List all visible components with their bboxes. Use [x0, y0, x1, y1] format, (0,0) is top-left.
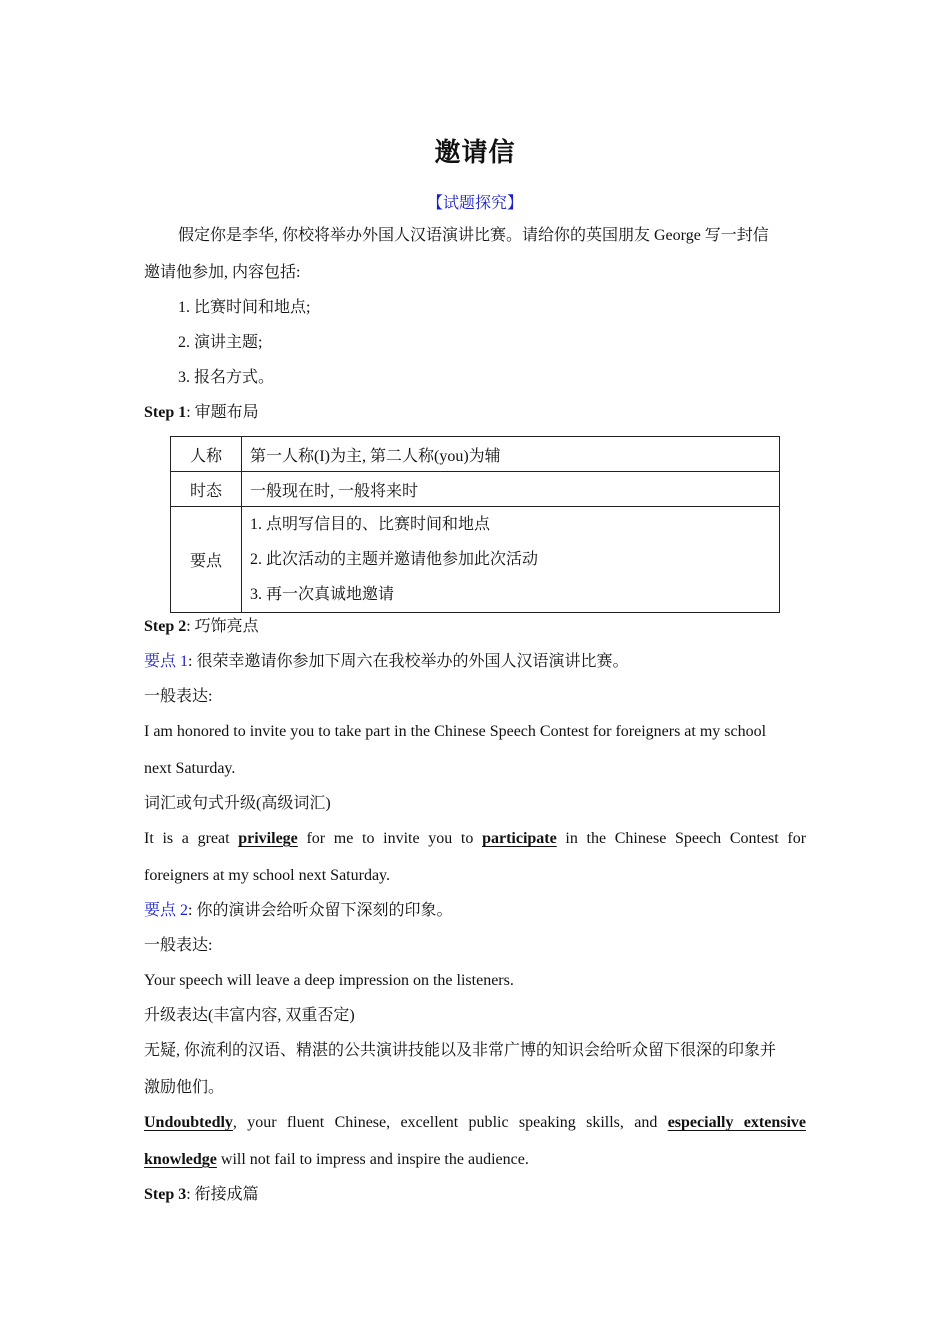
point2-text: : 你的演讲会给听众留下深刻的印象。	[188, 902, 453, 919]
point1-text: : 很荣幸邀请你参加下周六在我校举办的外国人汉语演讲比赛。	[188, 653, 629, 670]
requirement-item: 1. 比赛时间和地点;	[178, 299, 311, 316]
upgrade-text: It is a great	[144, 830, 230, 847]
step3-text: : 衔接成篇	[186, 1186, 259, 1203]
highlight-word: privilege	[238, 830, 298, 847]
point2-heading	[144, 900, 806, 922]
highlight-word: knowledge	[144, 1151, 217, 1168]
point1-general-line-2: next Saturday.	[144, 760, 236, 777]
point2-chinese-line-1: 无疑, 你流利的汉语、精湛的公共演讲技能以及非常广博的知识会给听众留下很深的印象并	[144, 1042, 777, 1059]
point1-general-line-1: I am honored to invite you to take part in the Chinese Speech Contest for foreigners at my school	[144, 723, 767, 740]
step3-heading	[144, 1184, 806, 1206]
upgrade-text: , your fluent Chinese, excellent public speaking skills, and	[232, 1114, 658, 1131]
point2-upgrade-label: 升级表达(丰富内容, 双重否定)	[144, 1007, 355, 1024]
step1-label: Step 1	[144, 404, 187, 421]
prompt-line-2: 邀请他参加, 内容包括:	[144, 264, 301, 281]
upgrade-text: will not fail to impress and inspire the audience.	[216, 1151, 529, 1168]
point2-general-label: 一般表达:	[144, 937, 213, 954]
section-tag: 【试题探究】	[426, 195, 523, 212]
table-value-cell: 第一人称(I)为主, 第二人称(you)为辅	[242, 437, 780, 472]
point2-english-line-2	[144, 1149, 806, 1171]
step2-label: Step 2	[144, 618, 187, 635]
point1-heading	[144, 651, 806, 673]
highlight-word: participate	[482, 830, 557, 847]
point1-upgrade-line-1	[144, 828, 806, 850]
step3-label: Step 3	[144, 1186, 187, 1203]
analysis-table	[170, 436, 780, 613]
table-key-cell: 要点	[171, 507, 242, 613]
point1-general-label: 一般表达:	[144, 688, 213, 705]
table-point-item: 3. 再一次真诚地邀请	[250, 586, 395, 603]
point2-general: Your speech will leave a deep impression on the listeners.	[144, 972, 514, 989]
table-point-item: 2. 此次活动的主题并邀请他参加此次活动	[250, 551, 539, 568]
upgrade-text: for me to invite you to	[306, 830, 474, 847]
requirement-item: 2. 演讲主题;	[178, 334, 263, 351]
point2-english-line-1	[144, 1112, 806, 1134]
table-row	[171, 437, 780, 472]
step1-heading	[144, 402, 806, 424]
step2-heading	[144, 616, 806, 638]
point1-label: 要点 1	[144, 653, 189, 670]
table-key-cell: 人称	[171, 437, 242, 472]
table-row	[171, 507, 780, 613]
requirement-item: 3. 报名方式。	[178, 369, 275, 386]
table-points-cell	[242, 507, 780, 613]
table-key-cell: 时态	[171, 472, 242, 507]
point1-upgrade-line-2: foreigners at my school next Saturday.	[144, 867, 391, 884]
prompt-line-1: 假定你是李华, 你校将举办外国人汉语演讲比赛。请给你的英国朋友 George 写一封信	[178, 227, 769, 244]
highlight-word: especially extensive	[667, 1114, 806, 1131]
step2-text: : 巧饰亮点	[186, 618, 259, 635]
upgrade-text: in the Chinese Speech Contest for	[565, 830, 807, 847]
point1-upgrade-label: 词汇或句式升级(高级词汇)	[144, 795, 331, 812]
table-point-item: 1. 点明写信目的、比赛时间和地点	[250, 516, 491, 533]
point2-chinese-line-2: 激励他们。	[144, 1079, 225, 1096]
point2-label: 要点 2	[144, 902, 189, 919]
table-row	[171, 472, 780, 507]
step1-text: : 审题布局	[186, 404, 259, 421]
table-value-cell: 一般现在时, 一般将来时	[242, 472, 780, 507]
highlight-word: Undoubtedly	[144, 1114, 233, 1131]
page-title: 邀请信	[434, 138, 516, 167]
